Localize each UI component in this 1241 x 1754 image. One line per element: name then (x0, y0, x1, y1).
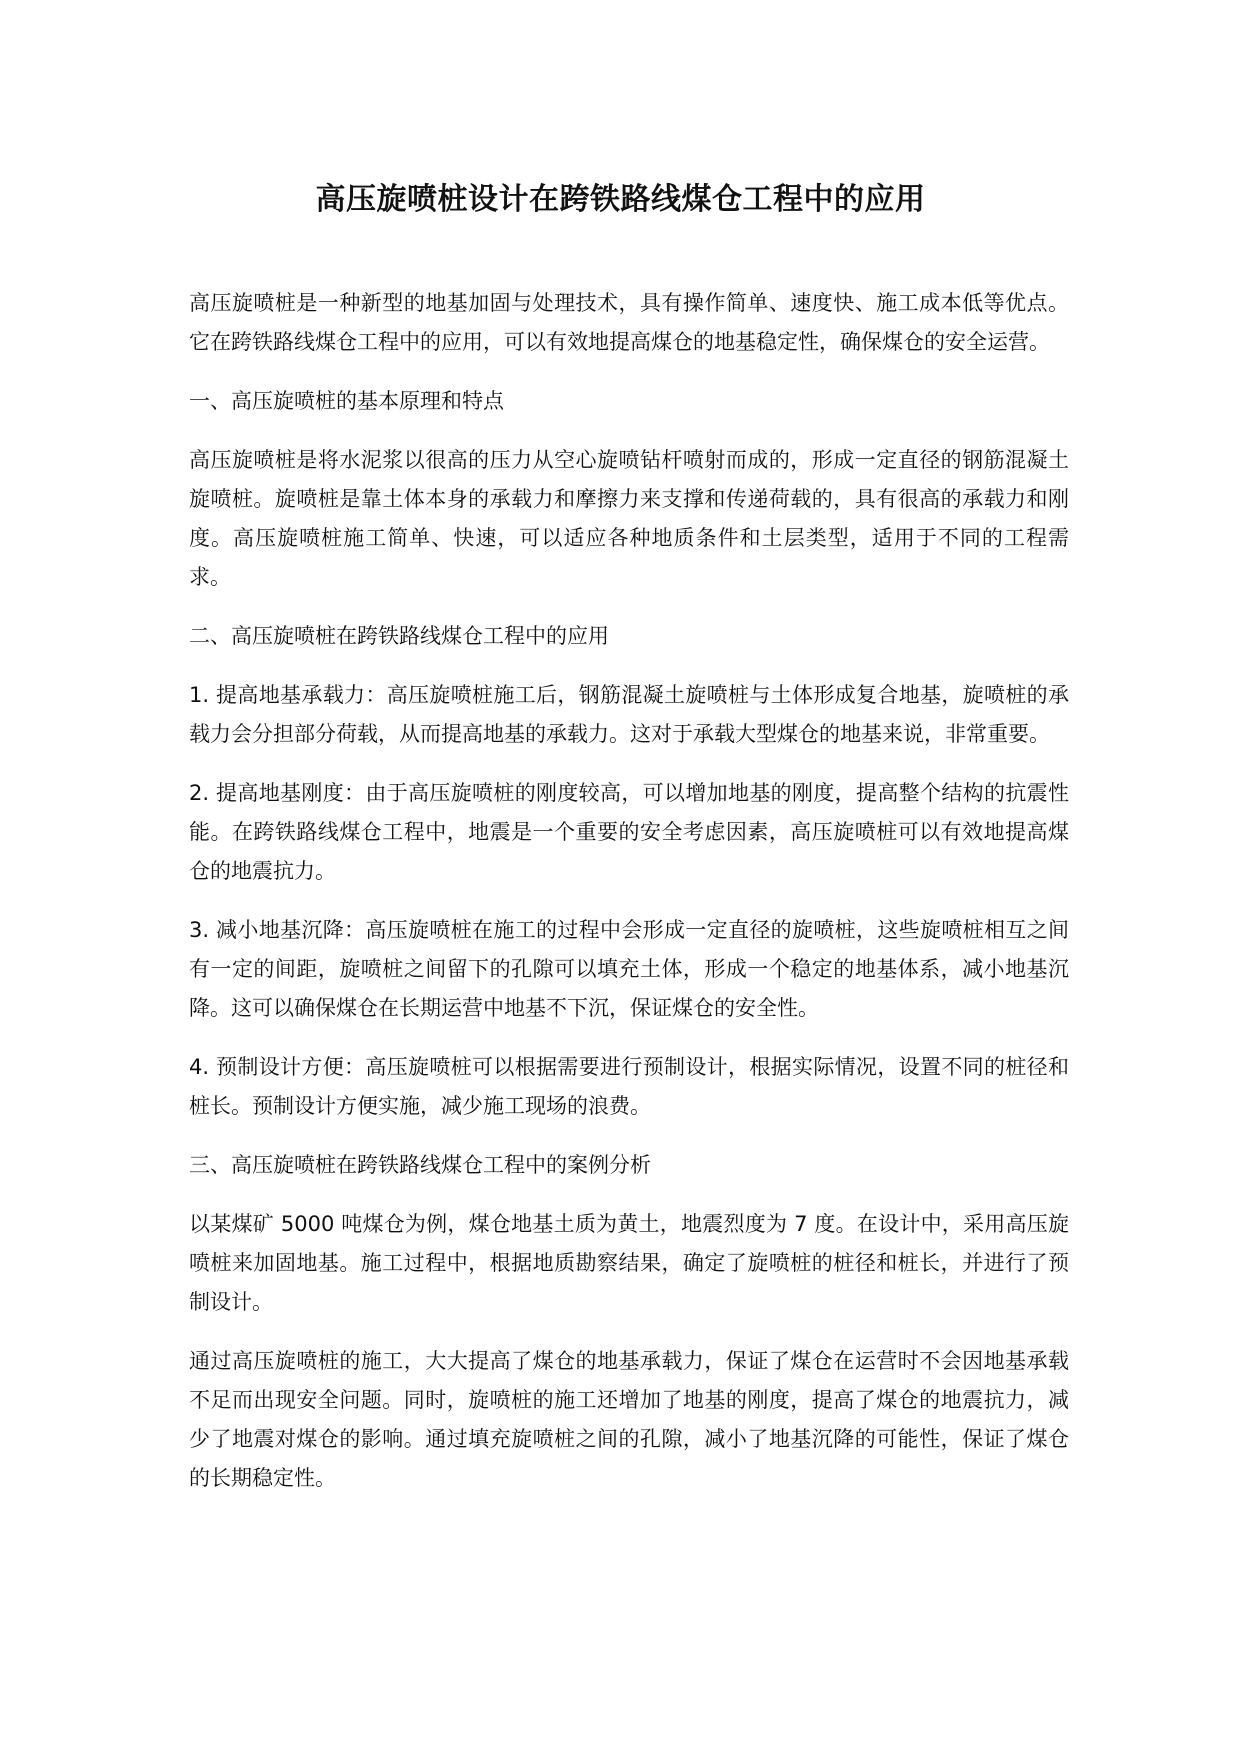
application-item-1: 1. 提高地基承载力：高压旋喷桩施工后，钢筋混凝土旋喷桩与土体形成复合地基，旋喷桩的承载力会分担部分荷载，从而提高地基的承载力。这对于承载大型煤仓的地基来说，非常重要。 (189, 683, 1069, 746)
section-heading-3: 三、高压旋喷桩在跨铁路线煤仓工程中的案例分析 (189, 1153, 651, 1177)
document-title: 高压旋喷桩设计在跨铁路线煤仓工程中的应用 (315, 182, 926, 217)
application-item-3: 3. 减小地基沉降：高压旋喷桩在施工的过程中会形成一定直径的旋喷桩，这些旋喷桩相互之间有一定的间距，旋喷桩之间留下的孔隙可以填充土体，形成一个稳定的地基体系，减小地基沉降。这可以确保煤仓在长期运营中地基不下沉，保证煤仓的安全性。 (189, 918, 1069, 1020)
section-heading-2: 二、高压旋喷桩在跨铁路线煤仓工程中的应用 (189, 624, 609, 648)
application-item-4: 4. 预制设计方便：高压旋喷桩可以根据需要进行预制设计，根据实际情况，设置不同的桩径和桩长。预制设计方便实施，减少施工现场的浪费。 (189, 1055, 1069, 1118)
case-paragraph-2: 通过高压旋喷桩的施工，大大提高了煤仓的地基承载力，保证了煤仓在运营时不会因地基承载不足而出现安全问题。同时，旋喷桩的施工还增加了地基的刚度，提高了煤仓的地震抗力，减少了地震对煤仓的影响。通过填充旋喷桩之间的孔隙，减小了地基沉降的可能性，保证了煤仓的长期稳定性。 (189, 1349, 1069, 1490)
application-item-2: 2. 提高地基刚度：由于高压旋喷桩的刚度较高，可以增加地基的刚度，提高整个结构的抗震性能。在跨铁路线煤仓工程中，地震是一个重要的安全考虑因素，高压旋喷桩可以有效地提高煤仓的地震抗力。 (189, 781, 1069, 883)
principle-paragraph: 高压旋喷桩是将水泥浆以很高的压力从空心旋喷钻杆喷射而成的，形成一定直径的钢筋混凝土旋喷桩。旋喷桩是靠土体本身的承载力和摩擦力来支撑和传递荷载的，具有很高的承载力和刚度。高压旋喷桩施工简单、快速，可以适应各种地质条件和土层类型，适用于不同的工程需求。 (189, 448, 1069, 589)
document-body (189, 284, 1069, 1518)
intro-paragraph: 高压旋喷桩是一种新型的地基加固与处理技术，具有操作简单、速度快、施工成本低等优点。它在跨铁路线煤仓工程中的应用，可以有效地提高煤仓的地基稳定性，确保煤仓的安全运营。 (189, 291, 1069, 354)
section-heading-1: 一、高压旋喷桩的基本原理和特点 (189, 389, 504, 413)
case-paragraph-1: 以某煤矿 5000 吨煤仓为例，煤仓地基土质为黄土，地震烈度为 7 度。在设计中，采用高压旋喷桩来加固地基。施工过程中，根据地质勘察结果，确定了旋喷桩的桩径和桩长，并进行了预制设计。 (189, 1212, 1069, 1314)
